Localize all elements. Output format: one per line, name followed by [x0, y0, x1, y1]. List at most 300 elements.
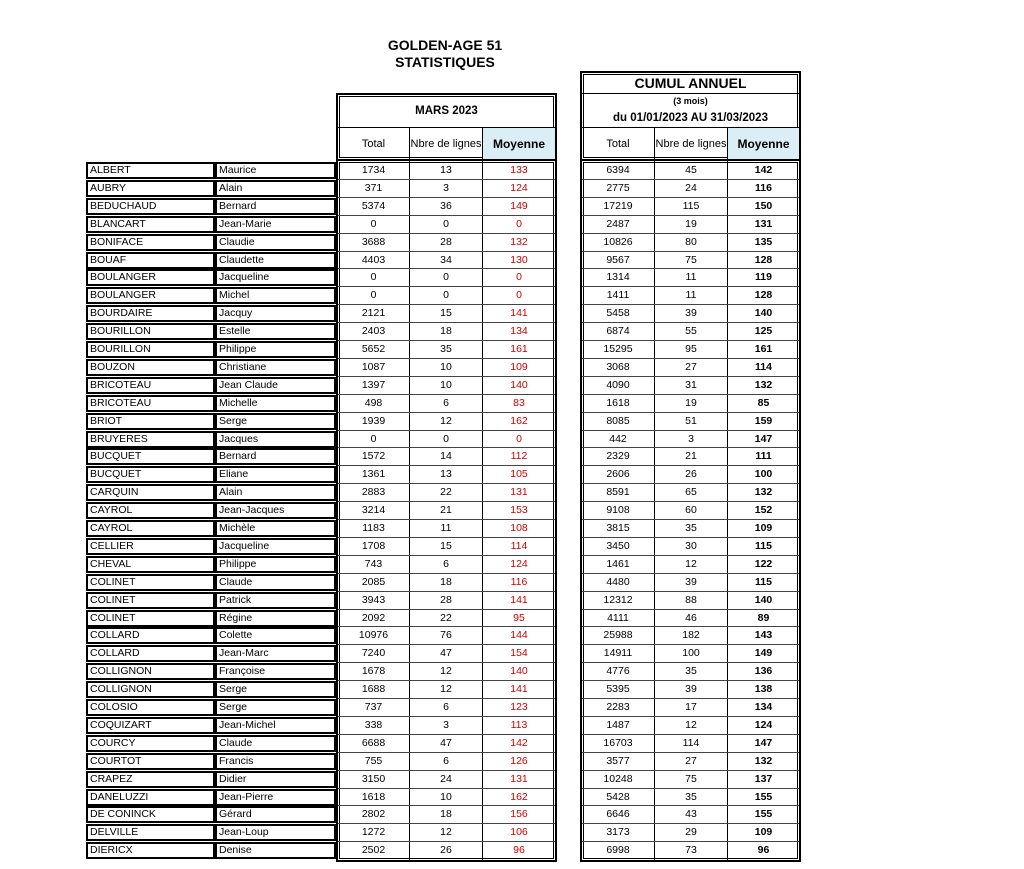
- annual-avg-cell: 125: [754, 325, 773, 337]
- page-subtitle: STATISTIQUES: [395, 54, 495, 70]
- name-cells: [86, 735, 337, 752]
- month-avg-cell: 156: [510, 808, 528, 820]
- annual-avg-cell: 114: [755, 361, 772, 373]
- month-total-cell: 6688: [361, 737, 386, 749]
- month-avg-cell: 124: [510, 558, 528, 570]
- name-cells: [86, 395, 337, 412]
- first-name-cell: Alain: [215, 180, 337, 197]
- last-name-cell: BOUAF: [86, 252, 216, 269]
- month-total-cell: 1678: [361, 665, 386, 677]
- month-avg-cell: 124: [510, 182, 528, 194]
- annual-total-cell: 5428: [606, 791, 630, 803]
- name-cells: [86, 180, 337, 197]
- last-name-cell: DIERICX: [86, 842, 216, 859]
- name-cells: [86, 234, 337, 251]
- annual-total-cell: 2329: [606, 450, 630, 462]
- first-name-cell: Gérard: [215, 806, 337, 823]
- first-name-cell: Jean-Michel: [215, 717, 337, 734]
- last-name-cell: ALBERT: [86, 162, 216, 179]
- name-cells: [86, 538, 337, 555]
- month-lines-cell: 12: [440, 683, 452, 695]
- month-total-cell: 2092: [361, 612, 386, 624]
- annual-lines-cell: 29: [685, 826, 697, 838]
- annual-total-cell: 1461: [606, 558, 630, 570]
- first-name-cell: Alain: [215, 484, 337, 501]
- annual-lines-cell: 75: [685, 773, 697, 785]
- last-name-cell: DANELUZZI: [86, 789, 216, 806]
- month-avg-cell: 144: [510, 629, 528, 641]
- first-name-cell: Jean-Marc: [215, 645, 337, 662]
- month-lines-cell: 0: [443, 271, 449, 283]
- name-cells: [86, 645, 337, 662]
- month-avg-cell: 96: [513, 844, 525, 856]
- last-name-cell: BEDUCHAUD: [86, 198, 216, 215]
- month-col-lines: Nbre de lignes: [410, 137, 482, 150]
- month-total-cell: 1939: [361, 415, 386, 427]
- annual-avg-cell: 150: [754, 200, 773, 212]
- month-total-cell: 0: [370, 289, 377, 301]
- annual-avg-cell: 161: [754, 343, 773, 355]
- annual-lines-cell: 88: [685, 594, 697, 606]
- name-cells: [86, 431, 337, 448]
- last-name-cell: BRICOTEAU: [86, 377, 216, 394]
- name-cells: [86, 216, 337, 233]
- month-total-cell: 7240: [361, 647, 386, 659]
- month-avg-cell: 134: [510, 325, 528, 337]
- annual-lines-cell: 45: [685, 164, 697, 176]
- annual-col-lines: Nbre de lignes: [655, 137, 727, 150]
- annual-lines-cell: 35: [685, 522, 697, 534]
- annual-avg-cell: 137: [754, 773, 773, 785]
- month-lines-cell: 0: [443, 218, 449, 230]
- first-name-cell: Christiane: [215, 359, 337, 376]
- month-avg-cell: 95: [513, 612, 525, 624]
- month-total-cell: 3688: [361, 236, 386, 248]
- first-name-cell: Claudie: [215, 234, 337, 251]
- last-name-cell: CELLIER: [86, 538, 216, 555]
- annual-total-cell: 2487: [606, 218, 630, 230]
- annual-total-cell: 1618: [606, 397, 630, 409]
- month-avg-cell: 140: [510, 379, 528, 391]
- month-avg-cell: 123: [510, 701, 528, 713]
- month-lines-cell: 6: [443, 701, 449, 713]
- annual-avg-cell: 147: [754, 433, 773, 445]
- month-total-cell: 1618: [361, 791, 386, 803]
- month-avg-cell: 132: [510, 236, 528, 248]
- annual-lines-cell: 39: [685, 683, 697, 695]
- last-name-cell: BOURILLON: [86, 341, 216, 358]
- first-name-cell: Jacques: [215, 431, 337, 448]
- annual-avg-cell: 122: [754, 558, 773, 570]
- first-name-cell: Jean-Pierre: [215, 789, 337, 806]
- last-name-cell: CHEVAL: [86, 556, 216, 573]
- first-name-cell: Didier: [215, 771, 337, 788]
- annual-avg-cell: 159: [754, 415, 773, 427]
- annual-avg-cell: 131: [754, 218, 773, 230]
- month-avg-cell: 109: [510, 361, 528, 373]
- first-name-cell: Bernard: [215, 198, 337, 215]
- name-cells: [86, 484, 337, 501]
- month-lines-cell: 35: [440, 343, 452, 355]
- annual-lines-cell: 35: [685, 791, 697, 803]
- month-total-cell: 2403: [361, 325, 386, 337]
- name-cells: [86, 627, 337, 644]
- month-total-cell: 3943: [361, 594, 386, 606]
- month-lines-cell: 0: [443, 433, 449, 445]
- first-name-cell: Jean-Marie: [215, 216, 337, 233]
- first-name-cell: Eliane: [215, 466, 337, 483]
- annual-total-cell: 1314: [606, 271, 630, 283]
- month-lines-cell: 28: [440, 594, 452, 606]
- annual-lines-cell: 80: [685, 236, 697, 248]
- annual-avg-cell: 132: [754, 755, 773, 767]
- annual-avg-cell: 155: [754, 791, 773, 803]
- name-cells: [86, 305, 337, 322]
- month-lines-cell: 21: [440, 504, 452, 516]
- annual-avg-cell: 89: [757, 612, 770, 624]
- last-name-cell: COQUIZART: [86, 717, 216, 734]
- name-cells: [86, 842, 337, 859]
- month-avg-cell: 105: [510, 468, 528, 480]
- annual-total-cell: 8591: [606, 486, 630, 498]
- name-cells: [86, 287, 337, 304]
- month-total-cell: 2085: [361, 576, 386, 588]
- name-cells: [86, 556, 337, 573]
- annual-lines-cell: 35: [685, 665, 697, 677]
- month-lines-cell: 18: [440, 325, 452, 337]
- last-name-cell: BLANCART: [86, 216, 216, 233]
- last-name-cell: BOURDAIRE: [86, 305, 216, 322]
- annual-total-cell: 8085: [606, 415, 630, 427]
- last-name-cell: CAYROL: [86, 520, 216, 537]
- first-name-cell: Françoise: [215, 663, 337, 680]
- annual-total-cell: 4111: [607, 612, 629, 624]
- annual-lines-cell: 3: [688, 433, 694, 445]
- last-name-cell: BONIFACE: [86, 234, 216, 251]
- name-cells: [86, 789, 337, 806]
- month-col-avg: Moyenne: [483, 128, 555, 159]
- annual-total-cell: 2283: [606, 701, 630, 713]
- annual-subtitle: (3 mois): [673, 96, 708, 106]
- month-total-cell: 1361: [361, 468, 386, 480]
- name-cells: [86, 198, 337, 215]
- annual-avg-cell: 149: [754, 647, 773, 659]
- first-name-cell: Claude: [215, 574, 337, 591]
- month-avg-cell: 131: [510, 773, 528, 785]
- annual-avg-cell: 155: [754, 808, 773, 820]
- annual-lines-cell: 21: [685, 450, 697, 462]
- name-cells: [86, 269, 337, 286]
- annual-avg-cell: 140: [754, 307, 773, 319]
- name-cells: [86, 323, 337, 340]
- annual-total-cell: 10826: [603, 236, 633, 248]
- annual-avg-cell: 132: [754, 379, 773, 391]
- month-avg-cell: 0: [516, 218, 522, 230]
- annual-total-cell: 4776: [606, 665, 630, 677]
- annual-total-cell: 3068: [606, 361, 630, 373]
- first-name-cell: Jean Claude: [215, 377, 337, 394]
- first-name-cell: Jean-Loup: [215, 824, 337, 841]
- annual-lines-cell: 24: [685, 182, 697, 194]
- annual-avg-cell: 128: [754, 254, 773, 266]
- first-name-cell: Denise: [215, 842, 337, 859]
- first-name-cell: Régine: [215, 610, 337, 627]
- annual-lines-cell: 39: [685, 307, 697, 319]
- last-name-cell: COLOSIO: [86, 699, 216, 716]
- last-name-cell: BUCQUET: [86, 466, 216, 483]
- first-name-cell: Jacquy: [215, 305, 337, 322]
- month-lines-cell: 28: [440, 236, 452, 248]
- month-lines-cell: 15: [440, 307, 452, 319]
- month-lines-cell: 12: [440, 665, 452, 677]
- month-title: MARS 2023: [415, 105, 478, 117]
- annual-lines-cell: 51: [685, 415, 697, 427]
- annual-avg-cell: 152: [754, 504, 773, 516]
- last-name-cell: BOUZON: [86, 359, 216, 376]
- name-cells: [86, 753, 337, 770]
- name-cells: [86, 824, 337, 841]
- annual-avg-cell: 100: [754, 468, 773, 480]
- annual-total-cell: 2606: [606, 468, 630, 480]
- month-avg-cell: 149: [510, 200, 528, 212]
- month-total-cell: 10976: [358, 629, 389, 641]
- last-name-cell: COLINET: [86, 610, 216, 627]
- annual-avg-cell: 124: [754, 719, 773, 731]
- first-name-cell: Michèle: [215, 520, 337, 537]
- name-cells: [86, 520, 337, 537]
- month-total-cell: 338: [364, 719, 383, 731]
- first-name-cell: Serge: [215, 699, 337, 716]
- annual-lines-cell: 73: [685, 844, 697, 856]
- first-name-cell: Philippe: [215, 341, 337, 358]
- first-name-cell: Bernard: [215, 448, 337, 465]
- month-total-cell: 0: [370, 271, 377, 283]
- annual-total-cell: 5395: [606, 683, 630, 695]
- month-lines-cell: 22: [440, 612, 452, 624]
- month-total-cell: 2121: [361, 307, 386, 319]
- month-avg-cell: 83: [513, 397, 525, 409]
- last-name-cell: BRICOTEAU: [86, 395, 216, 412]
- last-name-cell: BOULANGER: [86, 269, 216, 286]
- last-name-cell: BOULANGER: [86, 287, 216, 304]
- annual-total-cell: 3450: [606, 540, 630, 552]
- annual-avg-cell: 136: [754, 665, 773, 677]
- month-avg-cell: 126: [510, 755, 528, 767]
- month-total-cell: 1572: [361, 450, 386, 462]
- annual-total-cell: 442: [609, 433, 627, 445]
- first-name-cell: Philippe: [215, 556, 337, 573]
- last-name-cell: BOURILLON: [86, 323, 216, 340]
- name-cells: [86, 502, 337, 519]
- annual-total-cell: 1411: [606, 289, 630, 301]
- annual-avg-cell: 134: [754, 701, 773, 713]
- month-lines-cell: 10: [440, 379, 452, 391]
- annual-lines-cell: 31: [685, 379, 697, 391]
- annual-lines-cell: 39: [685, 576, 697, 588]
- month-total-cell: 1688: [361, 683, 386, 695]
- annual-total-cell: 12312: [603, 594, 633, 606]
- last-name-cell: CARQUIN: [86, 484, 216, 501]
- annual-avg-cell: 140: [754, 594, 773, 606]
- annual-lines-cell: 100: [682, 647, 700, 659]
- annual-total-cell: 4480: [606, 576, 630, 588]
- last-name-cell: COLLARD: [86, 627, 216, 644]
- month-lines-cell: 12: [440, 826, 452, 838]
- annual-lines-cell: 26: [685, 468, 697, 480]
- month-lines-cell: 18: [440, 808, 452, 820]
- month-total-cell: 5374: [361, 200, 386, 212]
- last-name-cell: DE CONINCK: [86, 806, 216, 823]
- name-cells: [86, 681, 337, 698]
- month-avg-cell: 112: [510, 450, 528, 462]
- annual-period: du 01/01/2023 AU 31/03/2023: [613, 111, 768, 124]
- month-avg-cell: 141: [510, 594, 528, 606]
- month-lines-cell: 47: [440, 647, 452, 659]
- name-cells: [86, 162, 337, 179]
- annual-avg-cell: 135: [754, 236, 773, 248]
- month-avg-cell: 131: [510, 486, 528, 498]
- month-avg-cell: 106: [510, 826, 528, 838]
- first-name-cell: Michel: [215, 287, 337, 304]
- month-total-cell: 2502: [361, 844, 386, 856]
- annual-avg-cell: 128: [754, 289, 773, 301]
- annual-total-cell: 25988: [603, 629, 633, 641]
- last-name-cell: AUBRY: [86, 180, 216, 197]
- month-lines-cell: 47: [440, 737, 452, 749]
- month-lines-cell: 10: [440, 791, 452, 803]
- annual-total-cell: 9108: [606, 504, 630, 516]
- annual-lines-cell: 19: [685, 397, 697, 409]
- annual-col-total: Total: [606, 137, 630, 150]
- annual-total-cell: 5458: [606, 307, 630, 319]
- name-cells: [86, 466, 337, 483]
- annual-lines-cell: 11: [685, 289, 697, 301]
- month-total-cell: 3214: [361, 504, 386, 516]
- annual-col-avg: Moyenne: [728, 128, 799, 159]
- month-lines-cell: 13: [440, 468, 452, 480]
- month-avg-cell: 114: [510, 540, 528, 552]
- annual-lines-cell: 19: [685, 218, 697, 230]
- month-total-cell: 1708: [361, 540, 386, 552]
- annual-avg-cell: 111: [755, 450, 772, 462]
- annual-avg-cell: 115: [755, 540, 772, 552]
- annual-total-cell: 16703: [603, 737, 633, 749]
- annual-lines-cell: 65: [685, 486, 697, 498]
- month-total-cell: 2802: [361, 808, 386, 820]
- annual-avg-cell: 85: [757, 397, 770, 409]
- annual-total-cell: 14911: [603, 647, 633, 659]
- month-col-total: Total: [361, 137, 386, 150]
- annual-lines-cell: 60: [685, 504, 697, 516]
- page-title: GOLDEN-AGE 51: [387, 37, 503, 53]
- annual-avg-cell: 119: [755, 271, 772, 283]
- annual-total-cell: 10248: [603, 773, 633, 785]
- first-name-cell: Jacqueline: [215, 269, 337, 286]
- annual-lines-cell: 11: [685, 271, 697, 283]
- annual-total-cell: 3173: [606, 826, 630, 838]
- annual-lines-cell: 12: [685, 719, 697, 731]
- month-lines-cell: 0: [443, 289, 449, 301]
- month-lines-cell: 11: [440, 522, 452, 534]
- annual-lines-cell: 27: [685, 755, 697, 767]
- month-avg-cell: 130: [510, 254, 528, 266]
- month-avg-cell: 141: [510, 307, 528, 319]
- annual-total-cell: 3815: [606, 522, 630, 534]
- month-total-cell: 1183: [362, 522, 385, 534]
- annual-lines-cell: 43: [685, 808, 697, 820]
- annual-total-cell: 17219: [603, 200, 633, 212]
- annual-lines-cell: 55: [685, 325, 697, 337]
- last-name-cell: BUCQUET: [86, 448, 216, 465]
- name-cells: [86, 699, 337, 716]
- month-total-cell: 0: [370, 433, 377, 445]
- annual-avg-cell: 116: [755, 182, 772, 194]
- annual-lines-cell: 182: [682, 629, 700, 641]
- last-name-cell: COURCY: [86, 735, 216, 752]
- name-cells: [86, 574, 337, 591]
- annual-avg-cell: 109: [754, 522, 773, 534]
- month-lines-cell: 15: [440, 540, 452, 552]
- month-lines-cell: 3: [443, 182, 449, 194]
- name-cells: [86, 448, 337, 465]
- annual-lines-cell: 27: [685, 361, 697, 373]
- first-name-cell: Serge: [215, 681, 337, 698]
- month-total-cell: 0: [370, 218, 377, 230]
- first-name-cell: Serge: [215, 413, 337, 430]
- month-avg-cell: 141: [510, 683, 528, 695]
- last-name-cell: BRUYERES: [86, 431, 216, 448]
- month-lines-cell: 12: [440, 415, 452, 427]
- month-avg-cell: 133: [510, 164, 528, 176]
- name-cells: [86, 663, 337, 680]
- annual-lines-cell: 46: [685, 612, 697, 624]
- month-total-cell: 1397: [361, 379, 386, 391]
- annual-total-cell: 6394: [606, 164, 630, 176]
- last-name-cell: COLLIGNON: [86, 663, 216, 680]
- annual-avg-cell: 109: [754, 826, 773, 838]
- annual-total-cell: 3577: [606, 755, 630, 767]
- name-cells: [86, 252, 337, 269]
- annual-title: CUMUL ANNUEL: [634, 75, 747, 91]
- month-avg-cell: 0: [516, 289, 522, 301]
- first-name-cell: Jean-Jacques: [215, 502, 337, 519]
- first-name-cell: Patrick: [215, 592, 337, 609]
- month-lines-cell: 76: [440, 629, 452, 641]
- month-total-cell: 2883: [361, 486, 386, 498]
- annual-total-cell: 6646: [606, 808, 630, 820]
- annual-total-cell: 9567: [606, 254, 630, 266]
- annual-avg-cell: 138: [754, 683, 773, 695]
- name-cells: [86, 592, 337, 609]
- last-name-cell: COLINET: [86, 574, 216, 591]
- annual-lines-cell: 30: [685, 540, 697, 552]
- month-lines-cell: 34: [440, 254, 452, 266]
- annual-avg-cell: 142: [754, 164, 773, 176]
- annual-lines-cell: 114: [682, 737, 700, 749]
- month-lines-cell: 6: [443, 558, 449, 570]
- month-total-cell: 1272: [361, 826, 386, 838]
- month-lines-cell: 3: [443, 719, 449, 731]
- month-avg-cell: 142: [510, 737, 528, 749]
- name-cells: [86, 359, 337, 376]
- month-avg-cell: 162: [510, 415, 528, 427]
- annual-lines-cell: 95: [685, 343, 697, 355]
- month-lines-cell: 6: [443, 755, 449, 767]
- month-total-cell: 743: [364, 558, 383, 570]
- month-total-cell: 498: [364, 397, 383, 409]
- month-lines-cell: 13: [440, 164, 452, 176]
- month-avg-cell: 108: [510, 522, 528, 534]
